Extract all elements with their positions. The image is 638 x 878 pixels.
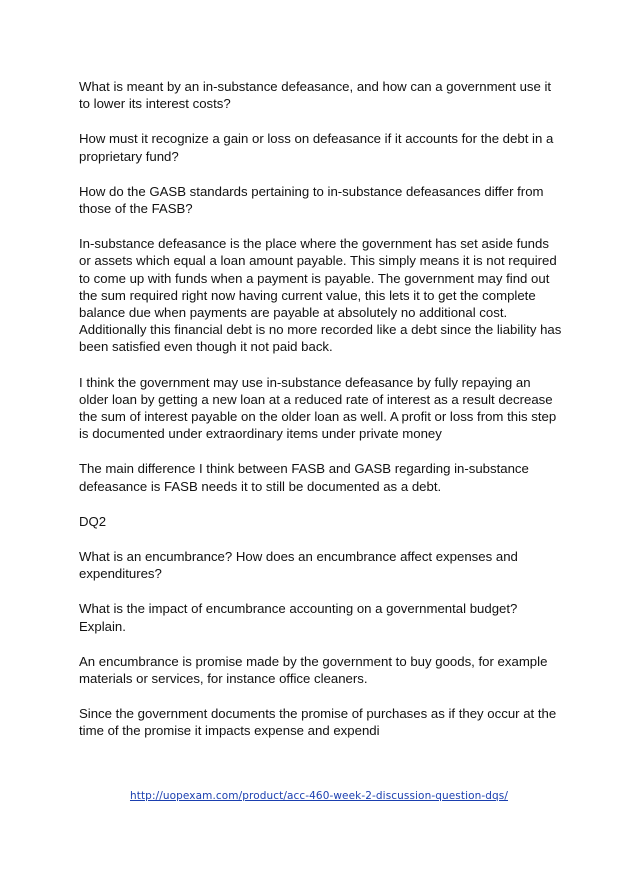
question-encumbrance: What is an encumbrance? How does an encumbrance affect expenses and expenditures?: [79, 549, 518, 582]
document-body: [79, 78, 571, 758]
footer-product-link[interactable]: http://uopexam.com/product/acc-460-week-2-discussion-question-dqs/: [129, 790, 509, 802]
answer-encumbrance-definition: An encumbrance is promise made by the government to buy goods, for example materials or services, for instance office cleaners.: [79, 653, 548, 687]
answer-insubstance-definition: In-substance defeasance is the place where the government has set aside funds or assets which equal a loan amount payable. This simply means it is not required to come up with funds when a payment is payable. The government may find out the sum required right now having current value, this lets it to get the complete balance due when payments are payable at absolutely no additional cost. Additionally this financial debt is no more recorded like a debt since the liability has been satisfied even though it not paid back.: [79, 236, 562, 355]
question-insubstance-defeasance: What is meant by an in-substance defeasance, and how can a government use it to lower its interest costs?: [79, 79, 552, 112]
section-heading-dq2: DQ2: [79, 513, 107, 529]
answer-encumbrance-impact: Since the government documents the promise of purchases as if they occur at the time of the promise it impacts expense and expendi: [79, 706, 557, 739]
answer-main-difference: The main difference I think between FASB and GASB regarding in-substance defeasance is FASB needs it to still be documented as a debt.: [79, 461, 529, 494]
answer-government-use: I think the government may use in-substance defeasance by fully repaying an older loan by getting a new loan at a reduced rate of interest as a result decrease the sum of interest payable on the older loan as well. A profit or loss from this step is documented under extraordinary items under private money: [79, 374, 557, 442]
question-encumbrance-budget-impact: What is the impact of encumbrance accounting on a governmental budget? Explain.: [79, 601, 518, 634]
question-gasb-vs-fasb: How do the GASB standards pertaining to in-substance defeasances differ from those of the FASB?: [79, 183, 544, 217]
question-gain-loss-recognition: How must it recognize a gain or loss on defeasance if it accounts for the debt in a proprietary fund?: [79, 131, 554, 164]
